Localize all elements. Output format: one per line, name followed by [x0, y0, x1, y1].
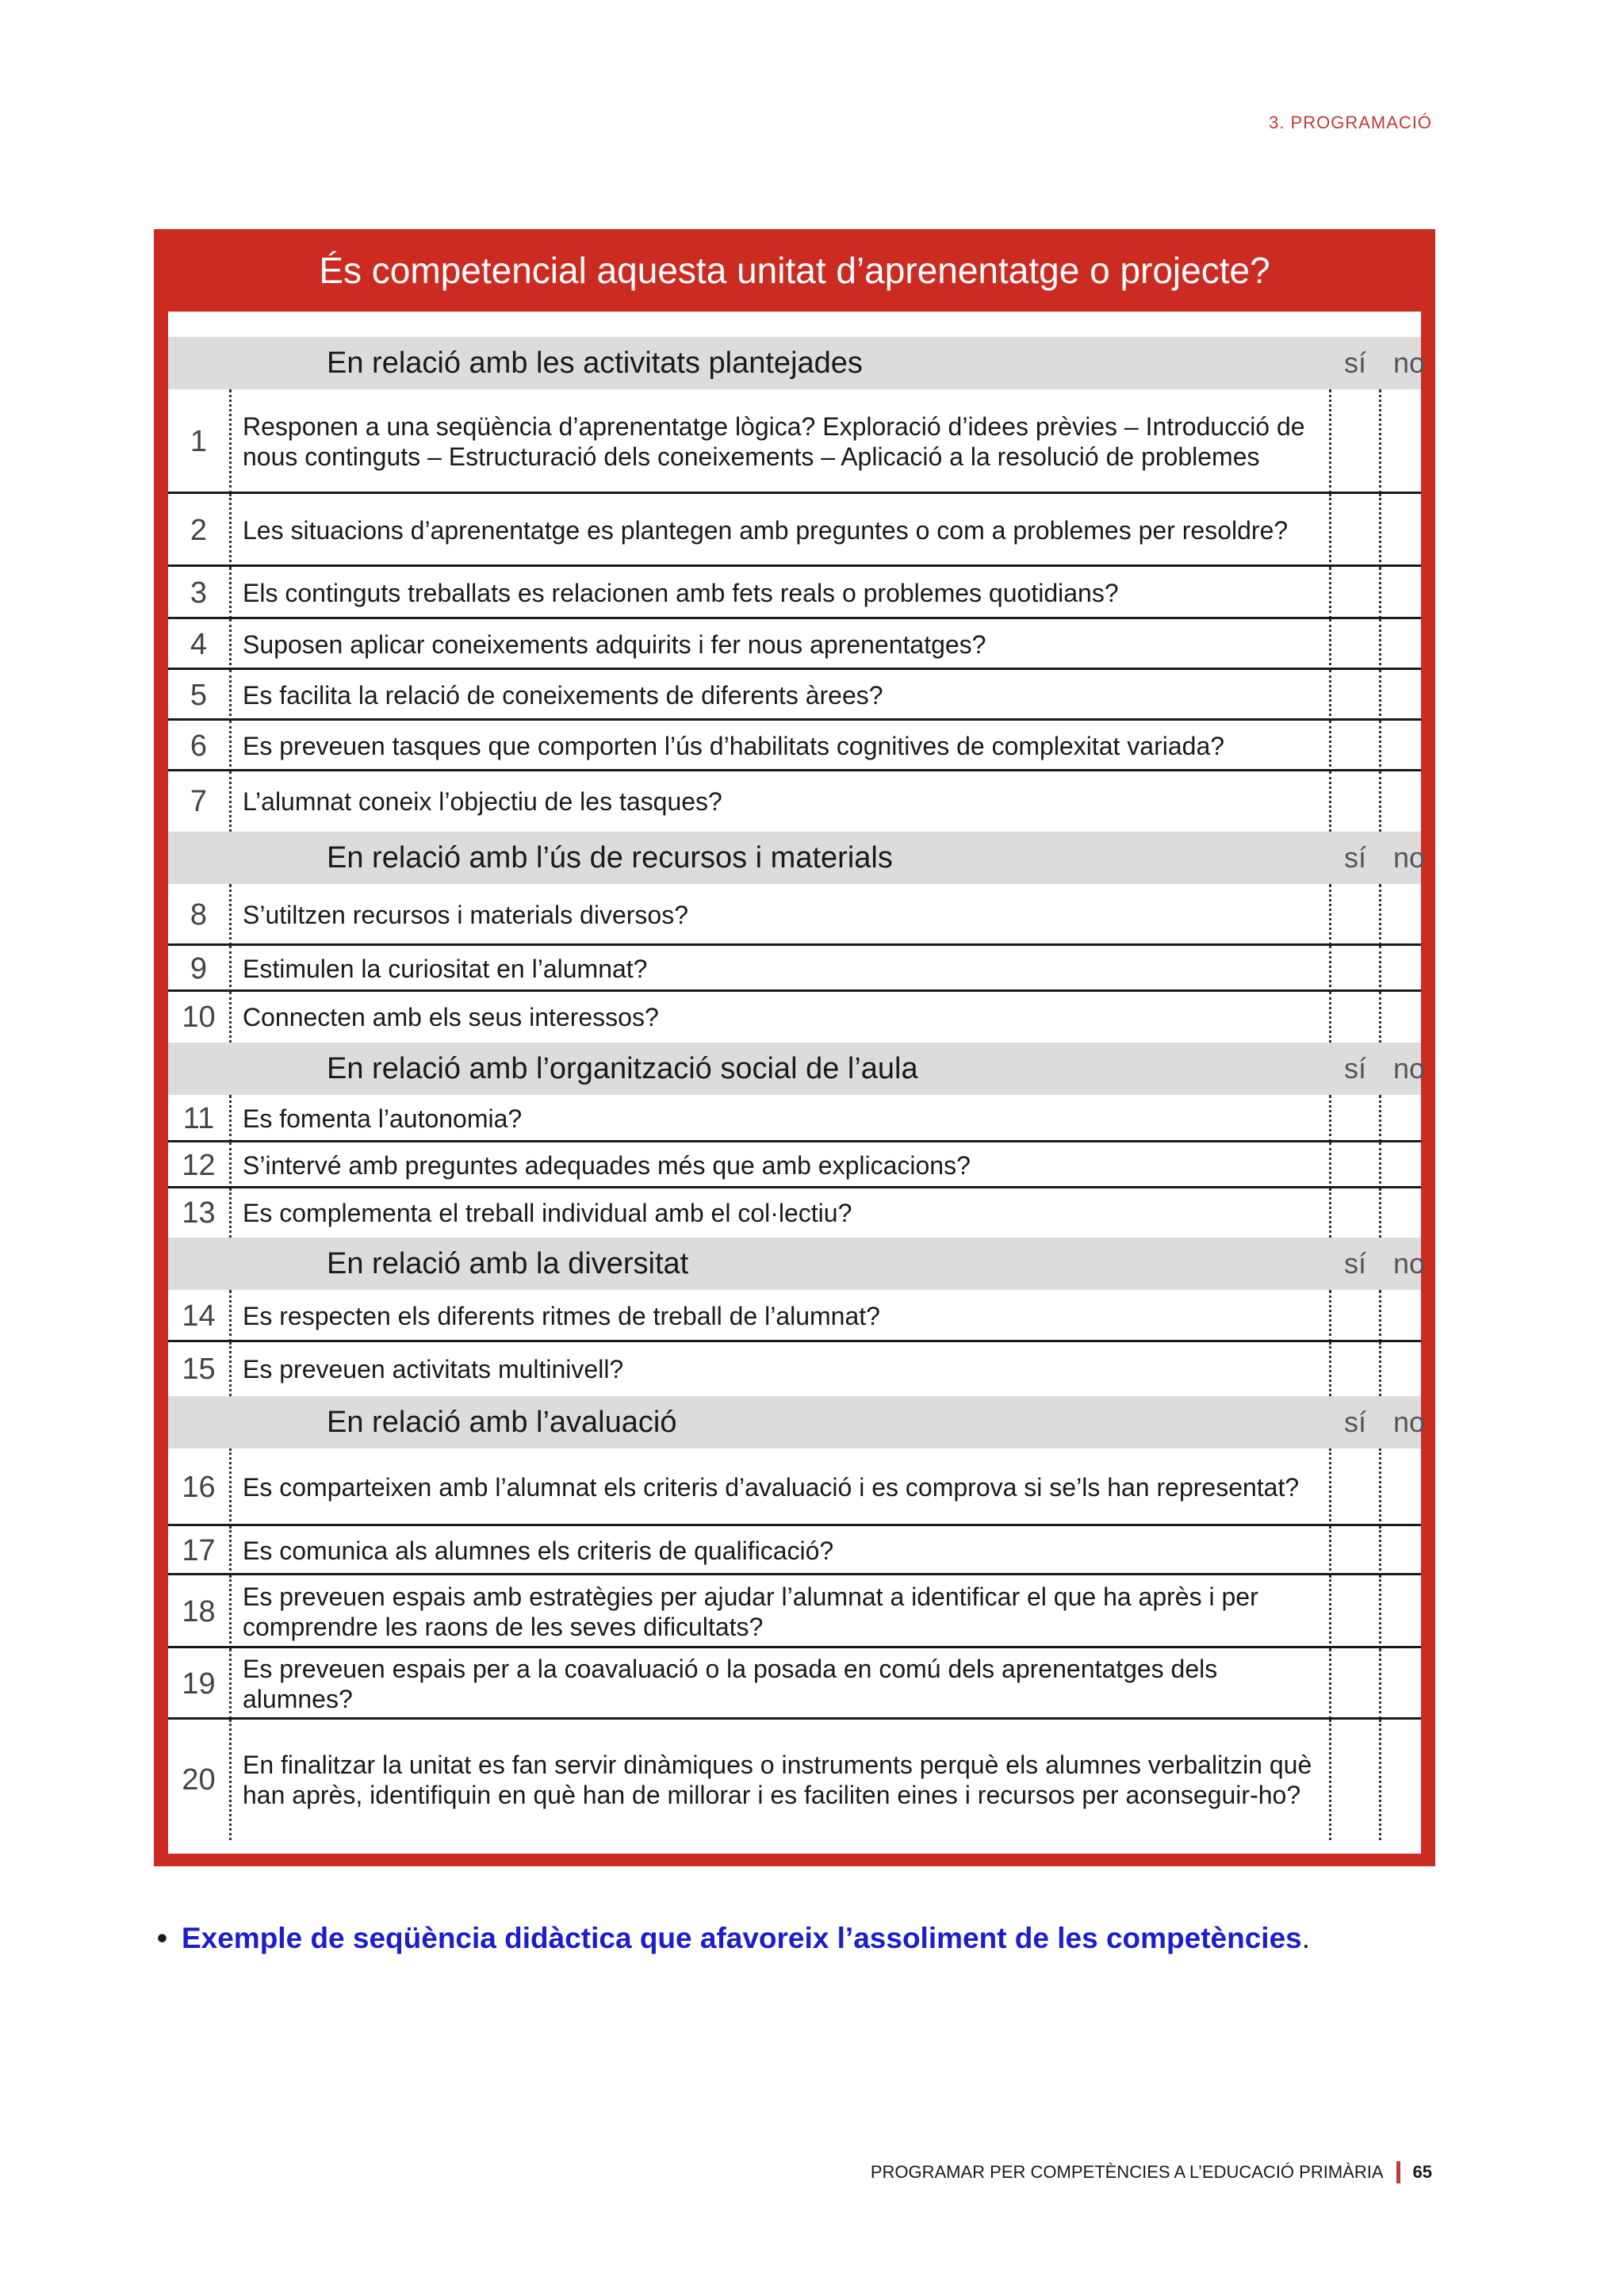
answer-no-cell[interactable] [1381, 771, 1437, 832]
answer-si-cell[interactable] [1329, 1290, 1381, 1342]
answer-no-cell[interactable] [1381, 494, 1437, 567]
answer-si-cell[interactable] [1329, 946, 1381, 992]
checklist-row [168, 992, 1421, 1043]
question-number: 1 [168, 389, 232, 494]
column-si-label: sí [1343, 1247, 1366, 1280]
question-text: Es preveuen activitats multinivell? [243, 1355, 624, 1383]
question-number: 14 [168, 1290, 232, 1342]
answer-si-cell[interactable] [1329, 389, 1381, 494]
answer-no-cell[interactable] [1381, 1290, 1437, 1342]
question-text: En finalitzar la unitat es fan servir dinàmiques o instruments perquè els alumnes verbalitzin què han après, identifiquin en què han de millorar i es faciliten eines i recursos per aconseguir-ho? [243, 1751, 1312, 1809]
question-text: Es facilita la relació de coneixements de diferents àrees? [243, 681, 883, 710]
question-number: 9 [168, 946, 232, 992]
checklist-box [154, 229, 1435, 1866]
answer-no-cell[interactable] [1381, 619, 1437, 670]
checklist-row [168, 1720, 1421, 1840]
page-footer [871, 2161, 1432, 2183]
question-number: 17 [168, 1526, 232, 1575]
answer-no-cell[interactable] [1381, 946, 1437, 992]
section-title: En relació amb les activitats plantejades [327, 346, 863, 380]
answer-si-cell[interactable] [1329, 721, 1381, 771]
checklist-row [168, 1648, 1421, 1720]
answer-no-cell[interactable] [1381, 1575, 1437, 1648]
question-number: 19 [168, 1648, 232, 1720]
answer-si-cell[interactable] [1329, 992, 1381, 1043]
answer-no-cell[interactable] [1381, 884, 1437, 946]
checklist-row [168, 1526, 1421, 1575]
question-text: Es respecten els diferents ritmes de treball de l’alumnat? [243, 1302, 880, 1330]
bullet-icon: • [157, 1922, 167, 1954]
answer-si-cell[interactable] [1329, 884, 1381, 946]
answer-si-cell[interactable] [1329, 619, 1381, 670]
answer-si-cell[interactable] [1329, 1526, 1381, 1575]
answer-no-cell[interactable] [1381, 1342, 1437, 1396]
column-si-label: sí [1343, 346, 1366, 379]
checklist-row [168, 1290, 1421, 1342]
answer-no-cell[interactable] [1381, 1188, 1437, 1238]
question-text: Responen a una seqüència d’aprenentatge lògica? Exploració d’idees prèvies – Introducció de nous continguts – Estructuració dels coneixements – Aplicació a la resolució de problemes [243, 412, 1305, 471]
question-text: Connecten amb els seus interessos? [243, 1003, 659, 1031]
column-no-label: no [1392, 1052, 1426, 1085]
section-header [168, 337, 1426, 389]
question-number: 4 [168, 619, 232, 670]
answer-no-cell[interactable] [1381, 1142, 1437, 1188]
question-number: 18 [168, 1575, 232, 1648]
column-no-label: no [1392, 841, 1426, 874]
answer-si-cell[interactable] [1329, 1648, 1381, 1720]
question-number: 16 [168, 1448, 232, 1526]
checklist-row [168, 619, 1421, 670]
column-si-label: sí [1343, 1052, 1366, 1085]
answer-no-cell[interactable] [1381, 1448, 1437, 1526]
question-number: 11 [168, 1095, 232, 1142]
answer-si-cell[interactable] [1329, 494, 1381, 567]
column-no-label: no [1392, 346, 1426, 379]
footer-title: PROGRAMAR PER COMPETÈNCIES A L’EDUCACIÓ PRIMÀRIA [870, 2162, 1384, 2182]
column-no-label: no [1392, 1247, 1426, 1280]
section-header [168, 1396, 1426, 1448]
question-number: 2 [168, 494, 232, 567]
section-title: En relació amb la diversitat [327, 1246, 689, 1280]
question-text: Suposen aplicar coneixements adquirits i fer nous aprenentatges? [243, 630, 986, 659]
question-text: Es preveuen espais per a la coavaluació o la posada en comú dels aprenentatges dels alumnes? [243, 1655, 1218, 1713]
checklist-row [168, 721, 1421, 771]
checklist-row [168, 1142, 1421, 1188]
checklist-row [168, 670, 1421, 721]
question-text: L’alumnat coneix l’objectiu de les tasques? [243, 787, 722, 816]
answer-no-cell[interactable] [1381, 1526, 1437, 1575]
question-text: Estimulen la curiositat en l’alumnat? [243, 955, 648, 983]
answer-no-cell[interactable] [1381, 992, 1437, 1043]
answer-si-cell[interactable] [1329, 1142, 1381, 1188]
running-head: 3. PROGRAMACIÓ [1269, 113, 1432, 132]
box-title: És competencial aquesta unitat d’aprenentatge o projecte? [319, 250, 1270, 291]
answer-no-cell[interactable] [1381, 1720, 1437, 1840]
answer-si-cell[interactable] [1329, 567, 1381, 619]
page-number: 65 [1412, 2162, 1432, 2182]
question-text: Es fomenta l’autonomia? [243, 1104, 523, 1133]
checklist-row [168, 946, 1421, 992]
checklist-table [168, 337, 1426, 1840]
question-text: Es preveuen espais amb estratègies per ajudar l’alumnat a identificar el que ha après i per comprendre les raons de les seves dificultats? [243, 1582, 1258, 1641]
checklist-row [168, 1448, 1421, 1526]
answer-si-cell[interactable] [1329, 1720, 1381, 1840]
question-number: 20 [168, 1720, 232, 1840]
question-text: S’intervé amb preguntes adequades més que amb explicacions? [243, 1151, 971, 1180]
answer-no-cell[interactable] [1381, 1095, 1437, 1142]
question-number: 3 [168, 567, 232, 619]
checklist-inner [168, 312, 1426, 1854]
question-number: 10 [168, 992, 232, 1043]
question-text: Es comparteixen amb l’alumnat els criteris d’avaluació i es comprova si se’ls han representat? [243, 1473, 1300, 1502]
checklist-row [168, 771, 1421, 832]
question-number: 6 [168, 721, 232, 771]
question-number: 13 [168, 1188, 232, 1238]
column-si-label: sí [1343, 841, 1366, 874]
checklist-row [168, 1575, 1421, 1648]
checklist-row [168, 884, 1421, 946]
column-si-label: sí [1343, 1406, 1366, 1438]
question-number: 5 [168, 670, 232, 721]
checklist-row [168, 1342, 1421, 1396]
section-title: En relació amb l’organització social de l’aula [327, 1051, 918, 1085]
answer-no-cell[interactable] [1381, 567, 1437, 619]
question-text: Els continguts treballats es relacionen amb fets reals o problemes quotidians? [243, 579, 1119, 607]
question-number: 7 [168, 771, 232, 832]
answer-si-cell[interactable] [1329, 1342, 1381, 1396]
answer-si-cell[interactable] [1329, 1575, 1381, 1648]
bullet-end: . [1301, 1922, 1311, 1954]
question-number: 8 [168, 884, 232, 946]
question-text: Es comunica als alumnes els criteris de qualificació? [243, 1536, 834, 1565]
question-text: Les situacions d’aprenentatge es plantegen amb preguntes o com a problemes per resoldre? [243, 516, 1289, 545]
answer-no-cell[interactable] [1381, 721, 1437, 771]
answer-no-cell[interactable] [1381, 389, 1437, 494]
question-text: Es preveuen tasques que comporten l’ús d’habilitats cognitives de complexitat variada? [243, 732, 1225, 760]
checklist-row [168, 1095, 1421, 1142]
answer-si-cell[interactable] [1329, 1448, 1381, 1526]
answer-si-cell[interactable] [1329, 1188, 1381, 1238]
section-title: En relació amb l’avaluació [327, 1405, 677, 1439]
checklist-row [168, 494, 1421, 567]
answer-si-cell[interactable] [1329, 670, 1381, 721]
checklist-row [168, 389, 1421, 494]
checklist-row [168, 567, 1421, 619]
answer-no-cell[interactable] [1381, 1648, 1437, 1720]
footer-divider [1396, 2161, 1400, 2183]
answer-no-cell[interactable] [1381, 670, 1437, 721]
question-number: 15 [168, 1342, 232, 1396]
section-header [168, 1043, 1426, 1095]
bullet-link[interactable]: Exemple de seqüència didàctica que afavoreix l’assoliment de les competències [181, 1922, 1302, 1954]
checklist-row [168, 1188, 1421, 1238]
question-text: S’utiltzen recursos i materials diversos? [243, 901, 688, 929]
section-header [168, 832, 1426, 884]
question-number: 12 [168, 1142, 232, 1188]
section-title: En relació amb l’ús de recursos i materials [327, 840, 893, 874]
column-no-label: no [1392, 1406, 1426, 1438]
answer-si-cell[interactable] [1329, 771, 1381, 832]
question-text: Es complementa el treball individual amb el col·lectiu? [243, 1199, 852, 1227]
answer-si-cell[interactable] [1329, 1095, 1381, 1142]
bullet-item [157, 1922, 1310, 1955]
section-header [168, 1238, 1426, 1290]
